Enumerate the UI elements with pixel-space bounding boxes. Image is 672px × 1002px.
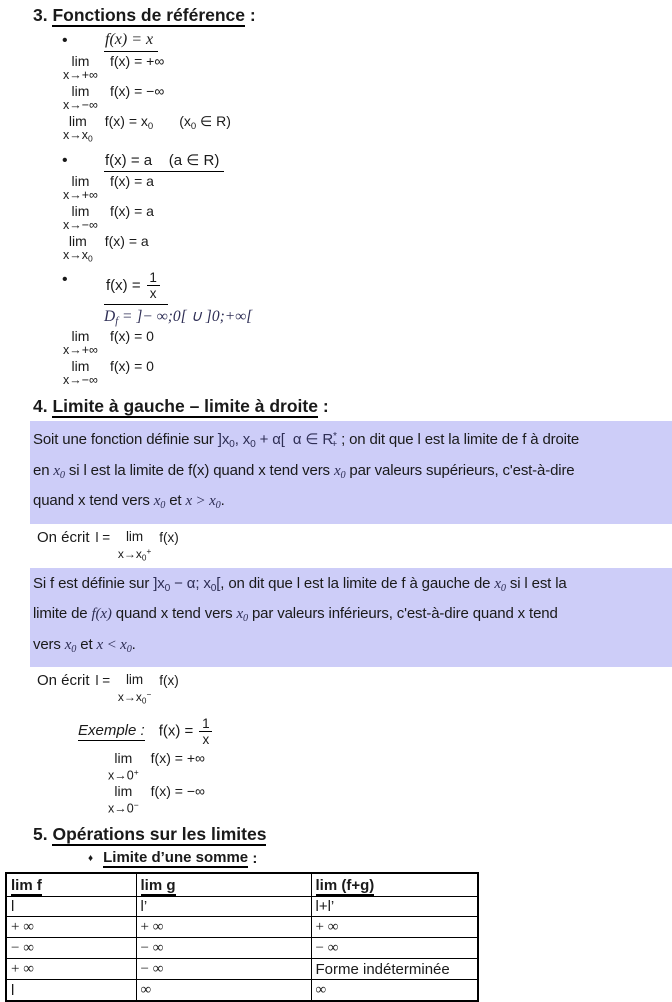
- formula-fx-a: f(x) = a (a ∈ R): [104, 151, 224, 172]
- lim-word: lim: [71, 83, 90, 99]
- cell: − ∞: [6, 938, 136, 959]
- lim-subscript: x→+∞: [63, 187, 98, 202]
- cell: − ∞: [136, 938, 311, 959]
- limit-block: [63, 114, 672, 146]
- bullet-icon: •: [62, 151, 68, 169]
- table-header-row: [6, 873, 478, 897]
- lim-subscript: $x\to x_0$: [63, 128, 93, 144]
- lim-subscript: x→−∞: [63, 217, 98, 232]
- on-ecrit-right-limit: [37, 529, 672, 565]
- table-row: [6, 917, 478, 938]
- sub-bullet-colon: :: [248, 850, 258, 868]
- lim-word: lim: [125, 528, 144, 544]
- col-header-lim-f: lim f: [6, 873, 136, 897]
- on-ecrit-label: On écrit: [37, 528, 90, 546]
- limit-expression: f(x) = +∞: [109, 53, 165, 69]
- formula-fx-1-over-x: f(x) = $\frac{1}{x}$: [159, 716, 213, 747]
- cell: ∞: [136, 980, 311, 1002]
- cell: ∞: [311, 980, 478, 1002]
- table-row: [6, 980, 478, 1002]
- lim-word: lim: [114, 782, 133, 799]
- bullet-icon: •: [62, 271, 68, 289]
- cell: l+l’: [311, 897, 478, 917]
- lim-subscript: x→0+: [108, 766, 139, 782]
- cell: Forme indéterminée: [311, 959, 478, 980]
- on-ecrit-left-limit: [37, 672, 672, 708]
- limit-expression: f(x) = a: [109, 172, 154, 189]
- limit-block: [63, 174, 672, 202]
- limit-expression: f(x) = 0: [109, 328, 154, 345]
- cell: + ∞: [136, 917, 311, 938]
- lim-subscript: x→−∞: [63, 98, 98, 112]
- lim-subscript: x→−∞: [63, 373, 98, 388]
- limit-expression: f(x): [159, 529, 179, 545]
- section-title: Limite à gauche – limite à droite: [52, 396, 318, 417]
- limit-block: [63, 359, 672, 387]
- diamond-bullet-icon: ♦: [88, 853, 94, 865]
- lim-word: lim: [71, 172, 90, 189]
- bullet-item-fx-inverse: [62, 270, 672, 327]
- limit-expression: f(x) = 0: [109, 358, 154, 375]
- equation-l-equals: l =: [95, 529, 114, 545]
- limit-expression: f(x): [159, 673, 179, 689]
- lim-word: lim: [125, 672, 144, 688]
- cell: − ∞: [311, 938, 478, 959]
- section-5-heading: [33, 823, 672, 845]
- cell: + ∞: [6, 917, 136, 938]
- cell: l: [6, 897, 136, 917]
- cell: + ∞: [6, 959, 136, 980]
- cell: l: [6, 980, 136, 1002]
- section-number: 4.: [33, 396, 53, 417]
- limit-expression: f(x) = +∞: [150, 749, 205, 766]
- limit-block: [108, 751, 672, 782]
- section-number: 5.: [33, 824, 53, 845]
- limit-block: [63, 234, 672, 266]
- section-title: Fonctions de référence: [52, 5, 246, 25]
- highlighted-definition-left-limit: Si f est définie sur ]$x_0 - \alpha$; $x_0$[, on dit que l est la limite de f à gauche de $x_0$ si l est la limite de f(x) quand x tend vers $x_0$ par valeurs inférieurs, c'est-à-dire quand x tend vers $x_0$ et $x < x_0$.: [30, 568, 672, 668]
- bullet-item-fx-a: [62, 151, 672, 172]
- fraction: $\frac{1}{x}$: [199, 716, 212, 747]
- formula-fx-1-over-x: f(x) = $\frac{1}{x}$: [104, 270, 168, 305]
- exemple-row: [78, 716, 672, 747]
- lim-word: lim: [68, 232, 87, 249]
- lim-subscript: $x\to x_0$: [63, 247, 93, 264]
- limit-block: [63, 84, 672, 112]
- lim-subscript: $x\to x_0^+$: [117, 546, 152, 563]
- bullet-item-fx-x: [62, 31, 672, 52]
- sub-bullet-label: Limite d’une somme: [103, 849, 249, 867]
- lim-subscript: $x\to x_0^-$: [117, 690, 152, 706]
- section-4-heading: [33, 395, 672, 417]
- lim-subscript: x→+∞: [63, 343, 98, 358]
- limit-expression: $f(x) = x_0$ ($x_0$ ∈ R): [104, 113, 231, 132]
- limit-expression: f(x) = a: [104, 232, 149, 249]
- limit-block: [63, 204, 672, 232]
- limit-expression: f(x) = −∞: [109, 83, 165, 99]
- table-row: [6, 959, 478, 980]
- domain-of-f: $D_f$ = ]− ∞;0[ ∪ ]0;+∞[: [104, 308, 253, 328]
- cell: l’: [136, 897, 311, 917]
- bullet-icon: •: [62, 32, 68, 49]
- lim-subscript: x→0−: [108, 799, 139, 816]
- limits-sum-table: [5, 872, 479, 1002]
- section-title-colon: :: [317, 396, 329, 417]
- limit-block: [108, 784, 672, 815]
- lim-word: lim: [71, 358, 90, 375]
- limit-expression: f(x) = −∞: [150, 782, 205, 799]
- lim-word: lim: [71, 202, 90, 219]
- sub-bullet-limite-somme: [88, 849, 672, 868]
- equation-l-equals: l =: [95, 673, 114, 689]
- limit-block: [63, 329, 672, 357]
- lim-word: lim: [71, 328, 90, 345]
- exemple-label: Exemple :: [78, 721, 145, 739]
- cell: + ∞: [311, 917, 478, 938]
- cell: − ∞: [136, 959, 311, 980]
- limit-expression: f(x) = a: [109, 202, 154, 219]
- lim-word: lim: [68, 113, 87, 129]
- table-row: [6, 938, 478, 959]
- section-title: Opérations sur les limites: [52, 824, 267, 845]
- section-number: 3.: [33, 5, 53, 25]
- col-header-lim-g: lim g: [136, 873, 311, 897]
- formula-fx-x: f(x) = x: [104, 31, 158, 52]
- highlighted-definition-right-limit: Soit une fonction définie sur ]$x_0$, $x_0 + \alpha$[ α ∈ $R^*_+$ ; on dit que l est la limite de f à droite en $x_0$ si l est la limite de f(x) quand x tend vers $x_0$ par valeurs supérieurs, c'est-à-dire quand x tend vers $x_0$ et $x > x_0$.: [30, 421, 672, 524]
- document-page: [0, 4, 672, 999]
- section-title-colon: :: [245, 5, 256, 25]
- limit-block: [63, 54, 672, 82]
- col-header-lim-f-plus-g: lim (f+g): [311, 873, 478, 897]
- lim-word: lim: [114, 749, 133, 766]
- on-ecrit-label: On écrit: [37, 672, 90, 690]
- lim-word: lim: [71, 53, 90, 69]
- fraction: $\frac{1}{x}$: [147, 270, 160, 301]
- section-3-heading: [33, 4, 672, 26]
- lim-subscript: x→+∞: [63, 68, 98, 82]
